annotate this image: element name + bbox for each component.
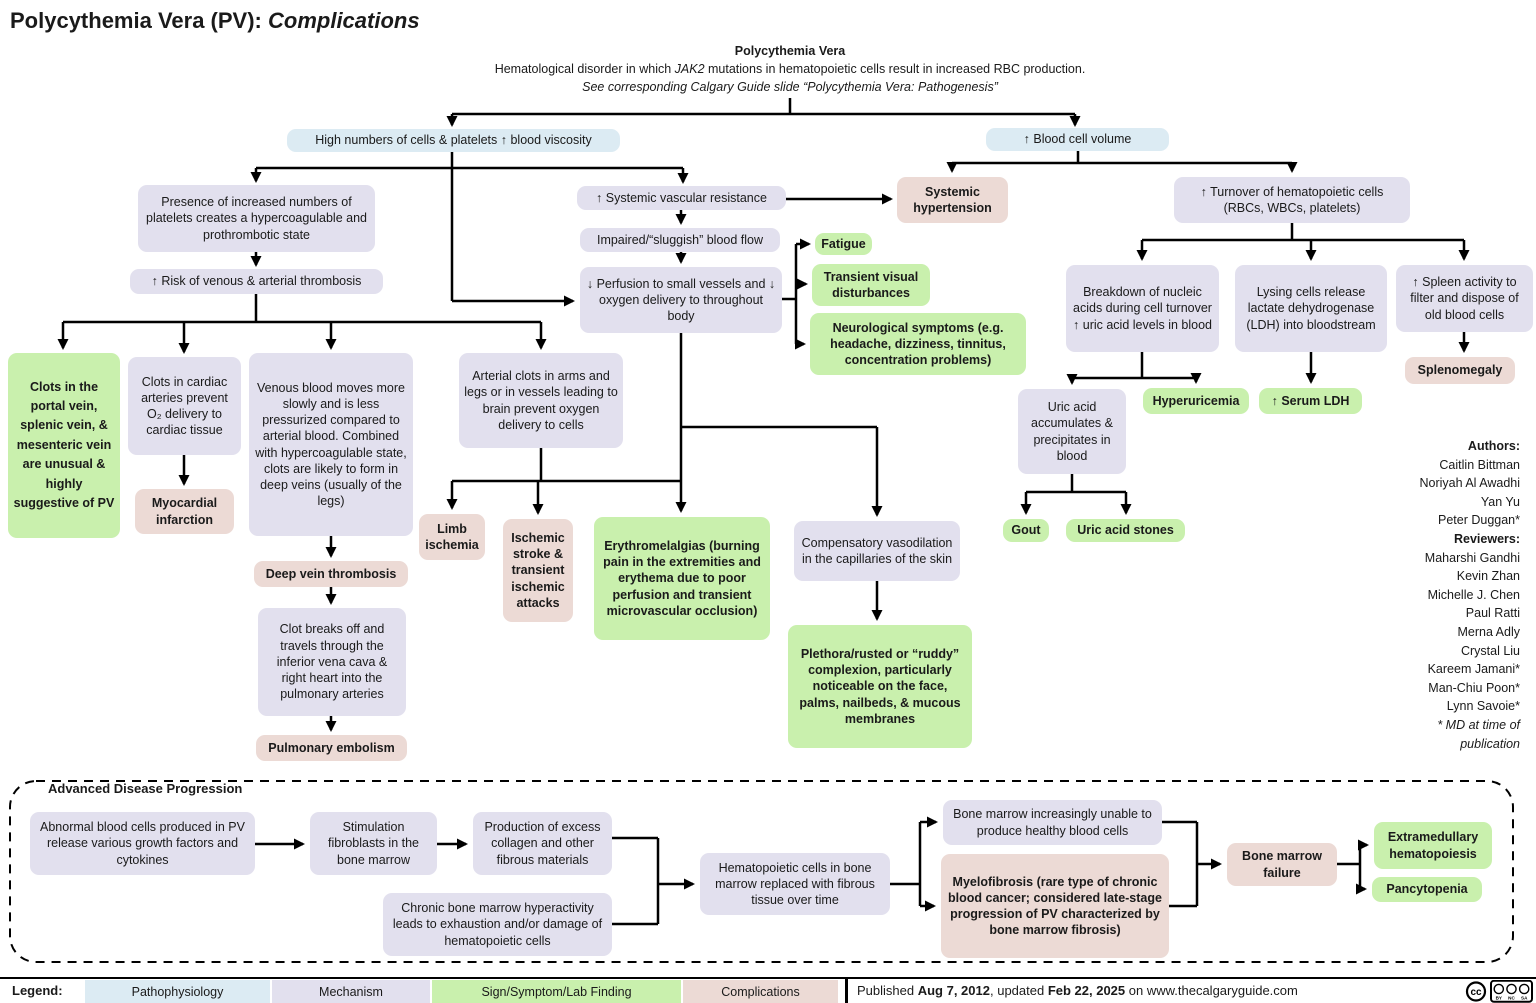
credits-footnote: publication	[1460, 736, 1520, 751]
node-spleen-activity: ↑ Spleen activity to filter and dispose of old blood cells	[1396, 265, 1533, 332]
legend-pathophysiology: Pathophysiology	[85, 980, 270, 1003]
node-myocardial-infarction: Myocardial infarction	[135, 489, 234, 534]
intro-block	[400, 42, 1180, 96]
node-extramedullary-hematopoiesis: Extramedullary hematopoiesis	[1374, 822, 1492, 869]
node-serum-ldh: ↑ Serum LDH	[1259, 388, 1362, 414]
published-date: Aug 7, 2012	[917, 983, 990, 998]
credits-block	[1328, 437, 1520, 753]
node-stimulation-fibroblasts: Stimulation fibroblasts in the bone marrow	[310, 812, 437, 875]
node-clot-breaks-off: Clot breaks off and travels through the inferior vena cava & right heart into the pulmonary arteries	[258, 608, 406, 716]
node-fatigue: Fatigue	[815, 233, 872, 255]
cc-sa-icon: SA	[1521, 995, 1528, 1001]
published-site: on www.thecalgaryguide.com	[1125, 983, 1298, 998]
node-risk-thrombosis: ↑ Risk of venous & arterial thrombosis	[130, 269, 383, 294]
node-systemic-vascular-resistance: ↑ Systemic vascular resistance	[577, 186, 786, 210]
credits-authors-label: Authors:	[1467, 439, 1520, 453]
credits-reviewer: Paul Ratti	[1465, 606, 1520, 621]
credits-author: Caitlin Bittman	[1439, 457, 1520, 472]
page-title	[10, 8, 420, 34]
node-pulmonary-embolism: Pulmonary embolism	[256, 735, 407, 761]
node-perfusion: ↓ Perfusion to small vessels and ↓ oxygen delivery to throughout body	[580, 267, 782, 333]
intro-heading: Polycythemia Vera	[734, 44, 846, 58]
cc-nc-icon: NC	[1508, 995, 1515, 1001]
node-bone-marrow-unable: Bone marrow increasingly unable to produce healthy blood cells	[943, 800, 1162, 845]
node-neurological-symptoms: Neurological symptoms (e.g. headache, dizziness, tinnitus, concentration problems)	[810, 313, 1026, 375]
cc-logo-icon: cc	[1470, 987, 1482, 998]
node-myelofibrosis: Myelofibrosis (rare type of chronic blood cancer; considered late-stage progression of PV characterized by bone marrow fibrosis)	[941, 854, 1169, 958]
advanced-progression-title: Advanced Disease Progression	[48, 781, 243, 796]
legend-sign-symptom: Sign/Symptom/Lab Finding	[432, 980, 681, 1003]
node-ischemic-stroke: Ischemic stroke & transient ischemic attacks	[503, 519, 573, 622]
page-title-emphasis: Complications	[268, 8, 420, 33]
node-limb-ischemia: Limb ischemia	[419, 514, 485, 560]
published-credit	[857, 983, 1298, 998]
page-title-prefix: Polycythemia Vera (PV):	[10, 8, 268, 33]
credits-reviewer: Crystal Liu	[1460, 643, 1520, 658]
node-high-numbers: High numbers of cells & platelets ↑ blood viscosity	[287, 129, 620, 152]
node-pancytopenia: Pancytopenia	[1372, 877, 1482, 902]
node-hematopoietic-replaced: Hematopoietic cells in bone marrow replaced with fibrous tissue over time	[700, 853, 890, 915]
node-chronic-hyperactivity: Chronic bone marrow hyperactivity leads to exhaustion and/or damage of hematopoietic cells	[383, 893, 612, 956]
node-uric-acid-stones: Uric acid stones	[1066, 519, 1185, 542]
node-clots-cardiac: Clots in cardiac arteries prevent O₂ delivery to cardiac tissue	[128, 357, 241, 455]
intro-definition-post: mutations in hematopoietic cells result in increased RBC production.	[704, 62, 1086, 76]
node-compensatory-vasodilation: Compensatory vasodilation in the capillaries of the skin	[794, 521, 960, 581]
credits-reviewer: Kareem Jamani*	[1427, 662, 1520, 677]
legend-divider	[845, 979, 848, 1003]
node-plethora: Plethora/rusted or “ruddy” complexion, particularly noticeable on the face, palms, nailbeds, & mucous membranes	[788, 625, 972, 748]
node-deep-vein-thrombosis: Deep vein thrombosis	[254, 561, 408, 587]
credits-author: Peter Duggan*	[1437, 513, 1520, 528]
node-breakdown-nucleic: Breakdown of nucleic acids during cell turnover ↑ uric acid levels in blood	[1066, 265, 1219, 352]
node-venous-blood: Venous blood moves more slowly and is less pressurized compared to arterial blood. Combined with hypercoagulable state, clots are likely to form in deep veins (usually of the legs)	[249, 353, 413, 536]
credits-reviewer: Kevin Zhan	[1456, 569, 1520, 584]
credits-footnote: * MD at time of	[1437, 717, 1520, 732]
credits-author: Yan Yu	[1480, 494, 1520, 509]
legend-bar	[0, 977, 1536, 1003]
credits-reviewers-label: Reviewers:	[1453, 531, 1520, 546]
credits-reviewer: Maharshi Gandhi	[1424, 550, 1520, 565]
credits-reviewer: Man-Chiu Poon*	[1428, 680, 1520, 695]
node-erythromelalgias: Erythromelalgias (burning pain in the extremities and erythema due to poor perfusion and transient microvascular occlusion)	[594, 517, 770, 640]
legend-complications: Complications	[683, 980, 838, 1003]
credits-reviewer: Merna Adly	[1457, 624, 1520, 639]
node-uric-acid-accumulates: Uric acid accumulates & precipitates in blood	[1018, 389, 1126, 474]
node-blood-cell-volume: ↑ Blood cell volume	[986, 128, 1169, 151]
cc-by-icon: BY	[1495, 995, 1502, 1001]
published-pre: Published	[857, 983, 918, 998]
updated-date: Feb 22, 2025	[1047, 983, 1126, 998]
node-splenomegaly: Splenomegaly	[1405, 357, 1515, 384]
intro-reference: See corresponding Calgary Guide slide “Polycythemia Vera: Pathogenesis”	[582, 80, 998, 94]
node-transient-visual: Transient visual disturbances	[812, 264, 930, 306]
node-impaired-blood-flow: Impaired/“sluggish” blood flow	[580, 228, 780, 252]
cc-by-nc-sa-icon	[1465, 980, 1533, 1003]
intro-definition-gene: JAK2	[674, 62, 705, 76]
node-production-collagen: Production of excess collagen and other fibrous materials	[473, 812, 612, 875]
published-mid: , updated	[989, 983, 1048, 998]
node-presence-platelets: Presence of increased numbers of platelets creates a hypercoagulable and prothrombotic state	[138, 185, 375, 252]
legend-mechanism: Mechanism	[272, 980, 430, 1003]
node-systemic-hypertension: Systemic hypertension	[897, 177, 1008, 223]
node-hyperuricemia: Hyperuricemia	[1143, 388, 1249, 414]
node-lysing-cells: Lysing cells release lactate dehydrogenase (LDH) into bloodstream	[1235, 265, 1387, 352]
credits-author: Noriyah Al Awadhi	[1419, 476, 1520, 491]
node-abnormal-blood-cells: Abnormal blood cells produced in PV release various growth factors and cytokines	[30, 812, 255, 875]
intro-definition	[400, 60, 1180, 78]
intro-definition-pre: Hematological disorder in which	[494, 62, 675, 76]
node-clots-portal-vein: Clots in the portal vein, splenic vein, & mesenteric vein are unusual & highly suggestive of PV	[8, 353, 120, 538]
credits-reviewer: Michelle J. Chen	[1427, 587, 1520, 602]
credits-reviewer: Lynn Savoie*	[1446, 699, 1520, 714]
node-turnover: ↑ Turnover of hematopoietic cells (RBCs, WBCs, platelets)	[1174, 177, 1410, 223]
node-arterial-clots: Arterial clots in arms and legs or in vessels leading to brain prevent oxygen delivery to cells	[459, 353, 623, 448]
legend-label: Legend:	[12, 983, 63, 998]
node-gout: Gout	[1003, 519, 1049, 542]
node-bone-marrow-failure: Bone marrow failure	[1227, 843, 1337, 886]
